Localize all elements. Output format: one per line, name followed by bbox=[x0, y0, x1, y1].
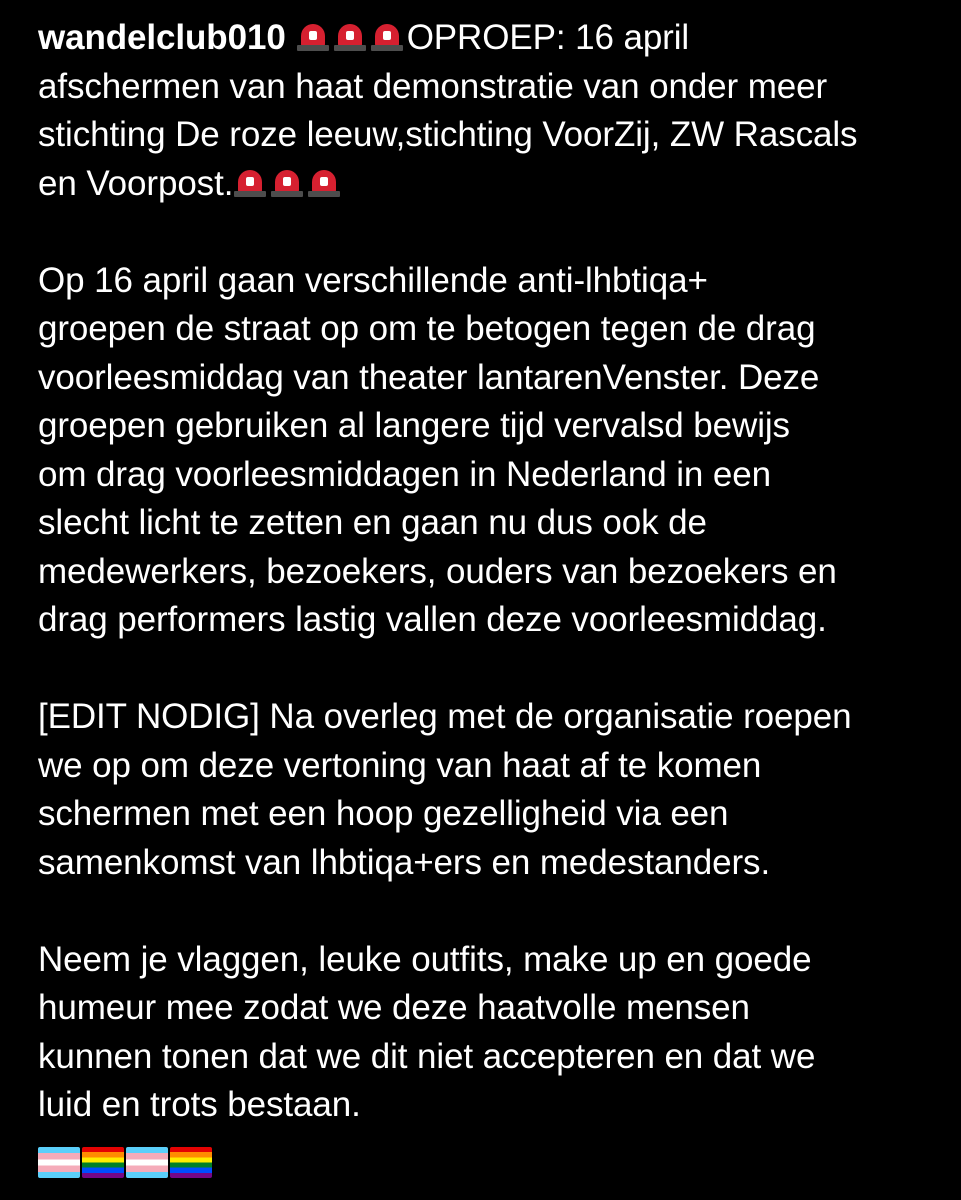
police-car-light-icon bbox=[307, 168, 341, 198]
police-car-light-icon bbox=[233, 168, 267, 198]
username[interactable]: wandelclub010 bbox=[38, 18, 286, 57]
caption-line: luid en trots bestaan. bbox=[38, 1085, 361, 1124]
transgender-flag-icon bbox=[126, 1147, 168, 1178]
caption-line: groepen de straat op om te betogen tegen de drag bbox=[38, 309, 816, 348]
caption-line: Op 16 april gaan verschillende anti-lhbtiqa+ bbox=[38, 260, 708, 300]
paragraph-spacer bbox=[38, 208, 938, 257]
caption-line: samenkomst van lhbtiqa+ers en medestanders. bbox=[38, 842, 771, 882]
police-car-light-icon bbox=[270, 168, 304, 198]
caption-line: humeur mee zodat we deze haatvolle mensen bbox=[38, 988, 750, 1027]
caption-line: groepen gebruiken al langere tijd vervalsd bewijs bbox=[38, 406, 790, 445]
paragraph-spacer bbox=[38, 645, 938, 694]
rainbow-flag-icon bbox=[170, 1147, 212, 1178]
rainbow-flag-icon bbox=[82, 1147, 124, 1178]
caption-line: we op om deze vertoning van haat af te komen bbox=[38, 745, 762, 785]
police-car-light-icon bbox=[333, 22, 367, 52]
caption-line: om drag voorleesmiddagen in Nederland in een bbox=[38, 454, 772, 494]
caption-line: voorleesmiddag van theater lantarenVenster. Deze bbox=[38, 357, 820, 397]
caption-line: schermen met een hoop gezelligheid via een bbox=[38, 794, 729, 833]
caption-line: stichting De roze leeuw,stichting VoorZij, ZW Rascals bbox=[38, 115, 858, 154]
police-car-light-icon bbox=[370, 22, 404, 52]
caption-line: drag performers lastig vallen deze voorleesmiddag. bbox=[38, 600, 827, 639]
caption-line-text: en Voorpost. bbox=[38, 163, 234, 203]
paragraph-spacer bbox=[38, 887, 938, 936]
transgender-flag-icon bbox=[38, 1147, 80, 1178]
caption-line: medewerkers, bezoekers, ouders van bezoekers en bbox=[38, 551, 837, 591]
caption-line: afschermen van haat demonstratie van onder meer bbox=[38, 66, 828, 106]
caption-line: Neem je vlaggen, leuke outfits, make up en goede bbox=[38, 939, 812, 979]
post-caption bbox=[38, 14, 938, 1187]
flags-row bbox=[38, 1130, 938, 1188]
police-car-light-icon bbox=[296, 22, 330, 52]
caption-line: [EDIT NODIG] Na overleg met de organisatie roepen bbox=[38, 697, 852, 736]
caption-line: slecht licht te zetten en gaan nu dus ook de bbox=[38, 503, 707, 542]
caption-line bbox=[38, 160, 938, 209]
caption-line-1 bbox=[38, 14, 938, 63]
headline-text: OPROEP: 16 april bbox=[406, 18, 690, 57]
caption-line: kunnen tonen dat we dit niet accepteren en dat we bbox=[38, 1036, 816, 1076]
